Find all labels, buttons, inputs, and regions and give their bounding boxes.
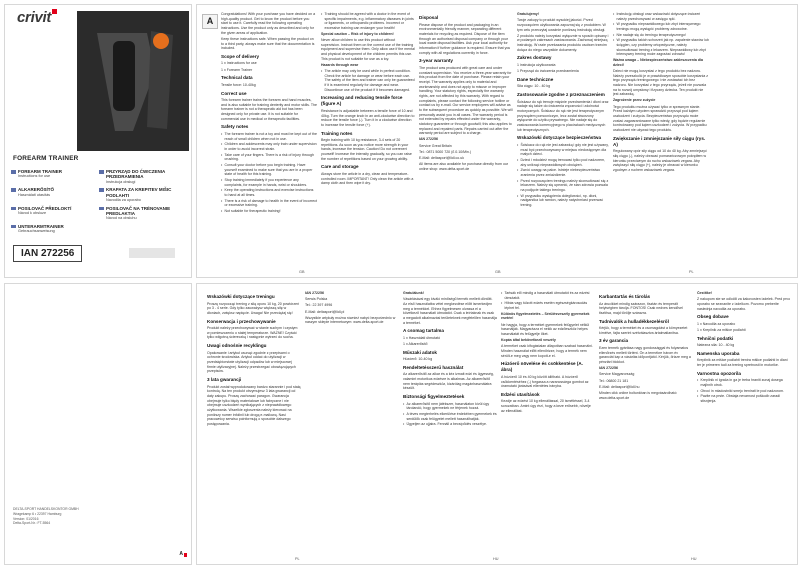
lang-item-si: KRAPATA ZA KREPITEV MIŠIC PODLAHTI Navodila za uporabo (99, 187, 187, 202)
lang-item-gb: FOREARM TRAINER Instructions for use (11, 169, 99, 179)
lang-item-hu: ALKARERŐSÍTŐ Használati utasítás (11, 187, 99, 197)
column-hu-3: Karbantartás és tárolás Az árucikket mindig szárazon, tisztán és temperált helyiségben tárolja. FONTOS! Csak nedves kendővel tisztítsa, majd törölje szárazra. Tudnivalók a hulladékkezelésről Kérjük, hogy a terméket és a csomagolást a környezetet kímélve, fajta szerint szétválasztva ártalmatlanítsa. 3 év garancia Ezen termék gyártása nagy gondossággal és folyamatos ellenőrzés mellett történt. Ön a termékre három év garanciát kap a vásárlás időpontjától. Kérjük, őrizze meg a pénztári blokkot. IAN 272256 Service Magyarország Tel.: 06800 21 181 E-Mail: deltasport@lidl.hu Minden cikk online boltunkban is megvásárolható: www.delta-sport.de (599, 294, 691, 400)
brand-square-icon (184, 553, 187, 557)
instructions-page-pl-hu-si (196, 283, 798, 565)
cover-title: FOREARM TRAINER (13, 155, 79, 162)
column-gb-3: Disposal Please dispose of the product and packaging in an environmentally friendly manner, separating different materials for recycling as required. Dispose of the item through an authorised disposal company or through your local waste disposal facilities. Ask your local authority for information if further guidance is required. Ensure that you comply with all regulations currently in force. 3-year warranty The product was produced with great care and under constant supervision. You receive a three-year warranty for this product from the date of purchase. Please retain your receipt. The warranty applies only to material and workmanship and does not apply to misuse or improper handling. Your statutory rights, especially the warranty rights, are not affected by this warranty. With regard to complaints, please contact the following service hotline or contact us by e-mail. Our service employees will advise as to the subsequent procedure as quickly as possible. We will personally assist you in all cases. The warranty period is not extended by repairs effected under the warranty, statutory guarantee or through goodwill; this also applies to replaced and repaired parts. Repairs carried out after the warranty period are subject to a charge. IAN 272256 Service Great Britain Tel.: 0871 5000 720 (£ 0.10/Min.) E-Mail: deltasport@lidl.co.uk All items are also available for purchase directly from our online shop: www.delta-sport.de (419, 15, 513, 171)
flag-icon (11, 188, 16, 192)
flag-icon (99, 188, 104, 192)
language-list (11, 169, 187, 237)
column-pl-2: • Instrukcję obsługi oraz wskazówki dotyczące ćwiczeń należy przechowywać w zasięgu ręki. • W przypadku nieprawidłowego lub zbyt intensywnego treningu mogą wystąpić problemy zdrowotne. • Nie nadaje się do treningu terapeutycznego! • W przypadku takich schorzeń jak np. zapalenie stawów lub ścięgien, czy problemy ortopedyczne, należy skonsultować trening z lekarzem. Nieprawidłowy lub zbyt intensywny trening może zagrażać zdrowiu! Ważna uwaga – Niebezpieczeństwo zakleszczenia dla dzieci! Dzieci nie mogą korzystać z tego produktu bez nadzoru. Należy przeszkolić je w prawidłowym sposobie korzystania z tego przyrządu treningowego i nie zostawiać ich bez nadzoru. Nie korzystać z tego przyrządu, jeżeli nie pozwala na to rozwój umysłowy i fizyczny dziecka. Ten produkt nie jest zabawką. Zagrożenie przez zużycie Tego produktu można używać tylko w sprawnym stanie. Przed każdym użyciem sprawdzić przyrząd pod kątem uszkodzeń i zużycia. Bezpieczeństwo przyrządu może zostać zagwarantowane tylko wtedy, gdy będzie regularnie kontrolowany pod kątem uszkodzeń i zużycia. W przypadku uszkodzeń nie używać tego produktu. Zwiększanie i zmniejszanie siły ciągu (rys. A) Regulowany opór siły ciągu od 10 do 40 kg. Aby zmniejszyć siłę ciągu (-), należy obracać pomarańczowym pokrętłem w kierunku przeciwnym do ruchu wskazówek zegara. Aby zwiększyć siłę ciągu (+), należy je obracać w kierunku zgodnym z ruchem wskazówek zegara. (613, 12, 709, 268)
instructions-page-gb-pl (196, 4, 798, 278)
brand-logo: crivit (17, 9, 57, 26)
figure-a-label: A (202, 14, 218, 29)
flag-icon (11, 170, 16, 174)
cover-label-strip (129, 248, 175, 258)
column-pl-3: Wskazówki dotyczące treningu Proszę rozpocząć trening z siłą oporu 10 kg, 20 powtórzeń po 3 - 4 serie. Gdy tylko zauważysz większą siłę w dłoniach, zwiększ napięcie. Uwaga! Nie przeciążaj się! Konserwacja i przechowywanie Produkt należy przechowywać w stanie suchym i czystym w pomieszczeniu o stałej temperaturze. WAŻNE! Czyścić tylko wilgotną ściereczką i następnie wytrzeć do sucha. Uwagi odnośnie recyklingu Opakowanie i artykuł usunąć zgodnie z przepisami o ochronie środowiska. Artykuł oddać do utylizacji w przedsiębiorstwie utylizacji odpadów lub w miejscowej firmie utylizacyjnej. Należy przestrzegać obowiązujących przepisów. 3 lata gwarancji Produkt został wyprodukowany bardzo starannie i pod stałą kontrolą. Na ten produkt otrzymujesz 3 lata gwarancji od daty zakupu. Proszę zachować paragon. Gwarancja obejmuje tylko błędy materiałowe lub fabryczne i nie obejmuje uszkodzeń wynikających z nieprawidłowego użytkowania. Wszelkie zgłoszenia należy kierować na poniższy numer infolinii lub drogą e-mailową. Nasi pracownicy serwisu poinformują o sposobie dalszego postępowania. (207, 294, 301, 427)
forearm-trainer-illustration (77, 11, 189, 151)
column-gb-2: • Training should be agreed with a doctor in the event of specific impairments, e.g. inflammatory diseases in joints or ligaments, or orthopaedic problems. Incorrect or excessive training can endanger your health! Special caution – Risk of injury to children! Never allow children to use this product without supervision. Instruct them on the correct use of the training equipment and supervise them. Only allow use if the mental and physical development of the children permits this use. This product is not suitable for use as a toy. Hazards through wear • The article may only be used while in perfect condition. Check the article for damage or wear before each use. The safety of the item and trainer can only be guaranteed if it is examined regularly for damage and wear. Discontinue use of the product if it becomes damaged. Increasing and reducing tensile force (figure A) Resistance is adjustable between a tensile force of 10 and 40kg. Turn the orange knob in an anti-clockwise direction to reduce the tensile force (-). Turn it in a clockwise direction to increase the tensile force (+). Training notes Begin training with 10 kg resistance, 3-4 sets of 20 repetitions. As soon as you notice more strength in your hands, increase the tension. Caution! Do not overexert yourself! Increase the intensity gradually, so you can raise the number of repetitions based on your growing ability. Care and storage Always store the article in a dry, clean and temperature-controlled room. IMPORTANT! Only clean the article with a damp cloth and then wipe it dry. (321, 12, 415, 268)
lang-item-sk: POSILOVAČ NA TRÉNOVANIE PREDLAKTIA Návod na obsluhu (99, 206, 187, 221)
flag-icon (99, 207, 104, 211)
page-number: HU (691, 557, 697, 561)
cover-page (4, 4, 192, 278)
page-number: GB (299, 270, 305, 274)
lang-item-cz: POSILOVAČ PŘEDLOKTÍ Návod k obsluze (11, 206, 99, 216)
flag-icon (11, 207, 16, 211)
product-photo (77, 11, 189, 151)
column-si-1: Čestitke! Z nakupom ste se odločili za kakovosten izdelek. Pred prvo uporabo se seznanite z izdelkom. Pozorno preberite naslednja navodila za uporabo. Obseg dobave 1 x Navodila za uporabo 1 x Krepilnik za mišice podlahti Tehnični podatki Natezna sila: 10 - 40 kg Namenska uporaba Krepilnik za mišice podlahti trenira mišice podlahti in dlani ter je primeren tudi za trening spretnosti in motorike. Varnostna opozorila • Krepilnik ni igrača in ga je treba hraniti zunaj dosega majhnih otrok. • Otroci in mladostniki smejo trenirati le pod nadzorom. • Pazite na prste. Obstaja nevarnost poškodb zaradi stisnjenja. (697, 291, 791, 555)
column-pl-1: Gratulujemy! Twoje zakupy to produkt wysokiej jakości. Przed rozpoczęciem użytkowania zapoznaj się z produktem. W tym celu przeczytaj uważnie poniższą instrukcję obsługi. Z produktu należy korzystać wyłącznie w sposób opisany i w podanych zakresach zastosowania. Zachowaj niniejszą instrukcję. W razie przekazania produktu osobom trzecim dołącz do niego wszystkie dokumenty. Zakres dostawy 1 instrukcja użytkowania 1 Przyrząd do ćwiczenia przedramienia Dane techniczne Siła ciągu: 10 - 40 kg Zastosowanie zgodne z przeznaczeniem Ściskacz do rąk trenuje mięśnie przedramienia i dłoni oraz nadaje się także do ćwiczenia zręczności i zdolności motorycznych. Ściskacz do rąk nie jest terapeutycznym przyrządem pomocniczym, lecz został stworzony wyłącznie do użytku prywatnego. Nie nadaje się do zastosowania komercyjnego w placówkach medycznych lub terapeutycznych. Wskazówki dotyczące bezpieczeństwa • Ściskacz do rąk nie jest zabawką i gdy nie jest używany, musi być przechowywany w miejscu niedostępnym dla małych dzieci. • Dzieci i młodzież mogą trenować tylko pod nadzorem, aby uniknąć nieprawidłowych obciążeń. • Zwróć uwagę na palce. Istnieje niebezpieczeństwo zranienia przez zmiażdżenie. • Przed rozpoczęciem treningu należy skonsultować się z lekarzem. Należy się upewnić, że stan zdrowia pozwala na podjęcie takiego treningu. • W przypadku wystąpienia dolegliwości, np. dłoni, nadgarstka lub ramion, należy natychmiast przerwać trening. (517, 12, 609, 268)
column-gb-1: Congratulations! With your purchase you have decided on a high-quality product. Get to know the product before you start to use it. Carefully read the following operating instructions. Use the product only as described and only for the given areas of application. Keep these instructions safe. When passing the product on to a third party, always make sure that the documentation is included. Scope of delivery 1 x Instructions for use 1 x Forearm Trainer Technical data Tensile force: 10-40kg Correct use This forearm trainer trains the forearm and hand muscles, and is also suitable for training dexterity and motor skills. The forearm trainer is not a therapeutic aid but has been designed only for private use. It is not suitable for commercial use in medical or therapeutic facilities. Safety notes • The forearm trainer is not a toy and must be kept out of the reach of small children when not in use. • Children and adolescents may only train under supervision in order to avoid incorrect strain. • Take care of your fingers. There is a risk of injury through crushing. • Consult your doctor before you begin training. Have yourself examined to make sure that you are in a proper state of health for this training. • Stop training immediately if you experience any complaints, for example in hands, wrist or shoulders. • Keep the operating instructions and exercise instructions to hand at all times. • There is a risk of damage to health in the event of incorrect or excessive training. • Not suitable for therapeutic training! (221, 12, 317, 268)
page-number: PL (295, 557, 300, 561)
column-pl-4: IAN 272256 Serwis Polska Tel.: 22 397 4996 E-Mail: deltasport@lidl.pl Wszystkie artykuły można również nabyć bezpośrednio w naszym sklepie internetowym: www.delta-sport.de (305, 291, 396, 325)
column-hu-1: Gratulálunk! Vásárlásával egy kiváló minőségű termék mellett döntött. Az első használatba vétel megkezdése előtt ismerkedjen meg a termékkel. Ehhez figyelmesen olvassa el a következő használati útmutatót. Csak a leírtaknak és csak a megadott alkalmazási területeknek megfelelően használja a terméket. A csomag tartalma 1 x Használati útmutató 1 x Alkarerősítő Műszaki adatok Húzóerő: 10-40 kg Rendeltetésszerű használat Az alkarerősítő az alkar és a kéz izmait edzi és ügyesség, valamint motorikus edzésre is alkalmas. Az alkarerősítő nem terápiás segédeszköz, kizárólag magánhasználatra készült. Biztonsági figyelmeztetések • Az alkarerősítő nem játékszer, használaton kívül úgy tárolandó, hogy gyermekek ne férjenek hozzá. • A téves megterhelés elkerülése érdekében gyermekek és serdülők csak felügyelet mellett használhatják. • Ügyeljen az ujjaira. Fennáll a becsípődés veszélye. (403, 291, 497, 555)
flag-icon (99, 170, 104, 174)
back-page-mark: A (179, 551, 183, 557)
column-hu-2: • Tartsák elő mindig a használati útmutatót és az edzési útmutatót. • Hibás vagy túlzott edzés esetén egészségkárosodás léphet fel. Különös figyelmeztetés – Sérülésveszély gyermekek esetén! Ne hagyja, hogy a terméket gyermekek felügyelet nélkül használják. Magyarázza el nekik az edzőeszköz helyes használatát és felügyelje őket. Kopás által bekövetkező veszély A terméket csak kifogástalan állapotban szabad használni. Minden használat előtt ellenőrizze, hogy a termék nem sérült-e meg vagy nem kopott-e el. Húzóerő növelése és csökkentése (A. ábra) A húzóerő 10 és 40 kg között állítható. A húzóerő csökkentéséhez (-) forgassa a narancssárga gombot az óramutató járásával ellentétes irányba. Edzési utasítások Kezdje az edzést 10 kg ellenállással, 20 ismétléssel, 3-4 sorozatban. Amint úgy érzi, hogy a keze erősebb, növelje az ellenállást. (501, 291, 595, 555)
page-number: GB (495, 270, 501, 274)
lang-item-pl: PRZYRZĄD DO ĆWICZENIA PRZEDRAMIENIA Instrukcja obsługi (99, 169, 187, 184)
ian-number: IAN 272256 (13, 245, 82, 262)
flag-icon (11, 225, 16, 229)
back-page (4, 283, 192, 565)
imprint: DELTA-SPORT HANDELSKONTOR GMBH Wragekamp 6 • 22397 Hamburg Version: 01/2016 Delta-Sport-Nr.: FT-5564 (13, 507, 79, 526)
lang-item-de: UNTERARMTRAINER Gebrauchsanweisung (11, 224, 99, 234)
page-number: HU (493, 557, 499, 561)
page-number: PL (689, 270, 694, 274)
